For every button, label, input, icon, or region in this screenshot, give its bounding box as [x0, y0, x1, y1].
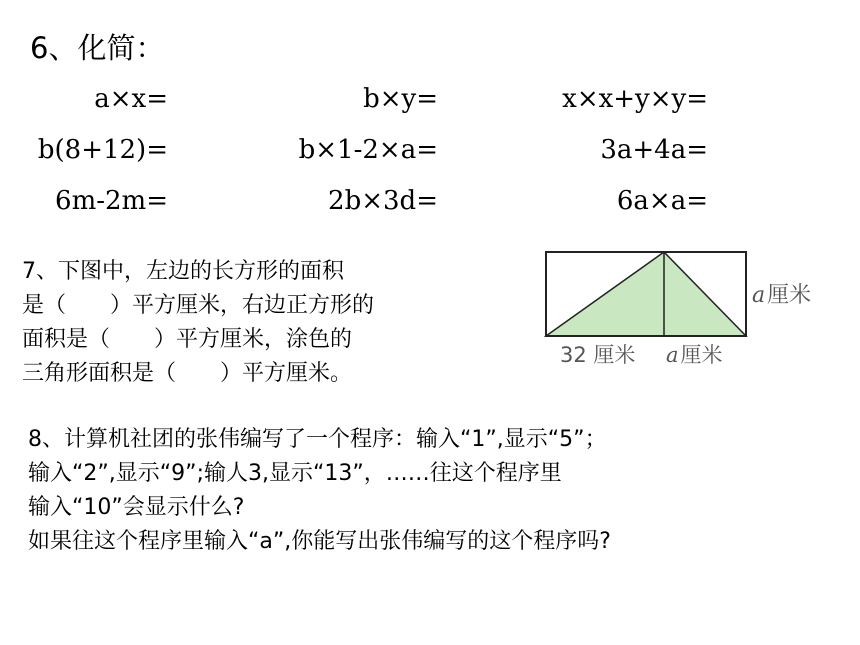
expr-r2-c3: 3a+4a= [600, 135, 708, 165]
expr-r1-c3: x×x+y×y= [562, 84, 708, 114]
q8-line-1: 8、计算机社团的张伟编写了一个程序：输入“1”,显示“5”； [28, 427, 607, 452]
expr-r1-c2: b×y= [363, 84, 438, 114]
q8-line-3: 输入“10”会显示什么? [28, 495, 245, 520]
question-6-title: 6、化简： [30, 31, 165, 65]
expr-r3-c1: 6m-2m= [55, 186, 168, 216]
expr-r1-c1: a×x= [94, 84, 168, 114]
q7-line-2: 是（ ）平方厘米，右边正方形的 [22, 293, 375, 318]
shaded-triangle [546, 252, 746, 336]
expr-r3-c3: 6a×a= [616, 186, 708, 216]
side-label: a厘米 [752, 283, 812, 308]
q7-line-4: 三角形面积是（ ）平方厘米。 [22, 361, 353, 386]
question-8-text [28, 423, 611, 559]
expr-r3-c2: 2b×3d= [328, 186, 438, 216]
rectangle-square-figure [538, 244, 838, 374]
expr-r2-c2: b×1-2×a= [298, 135, 438, 165]
expr-r2-c1: b(8+12)= [37, 135, 168, 165]
q8-line-2: 输入“2”,显示“9”;输人3,显示“13”，……往这个程序里 [28, 461, 562, 486]
q7-line-1: 7、下图中，左边的长方形的面积 [22, 259, 344, 284]
question-7-text [22, 255, 482, 391]
bottom-left-label: 32 厘米 [560, 343, 636, 367]
q7-line-3: 面积是（ ）平方厘米，涂色的 [22, 327, 353, 352]
q8-line-4: 如果往这个程序里输入“a”,你能写出张伟编写的这个程序吗? [28, 529, 611, 554]
bottom-right-label: a厘米 [666, 343, 723, 367]
